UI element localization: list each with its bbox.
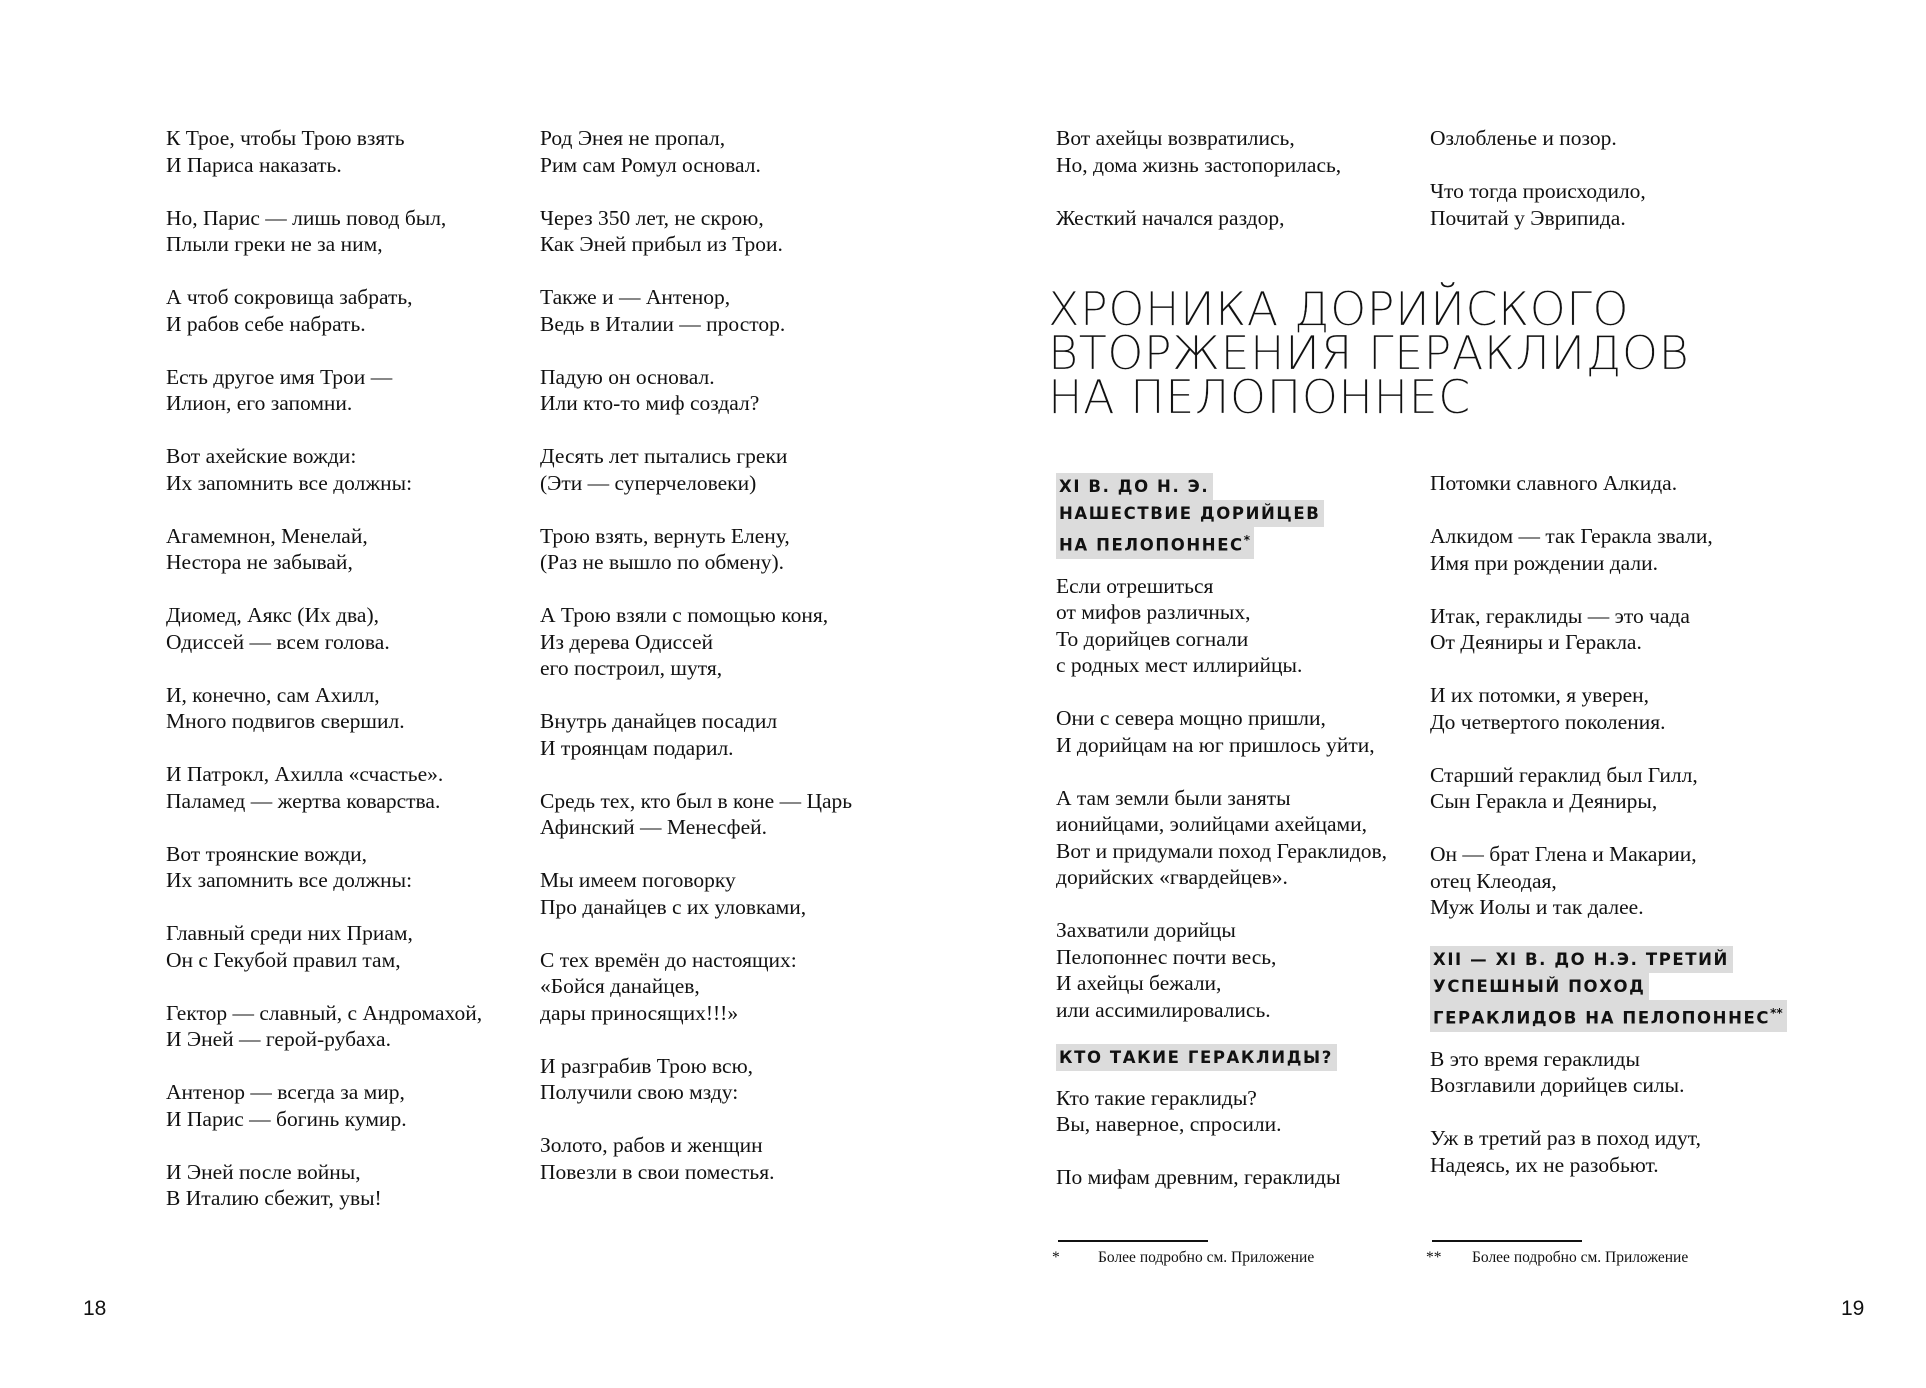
verse-line: От Деяниры и Геракла.: [1430, 630, 1642, 654]
left-page-column-2: [540, 125, 852, 1212]
verse-line: В Италию сбежит, увы!: [166, 1186, 382, 1210]
verse-line: Надеясь, их не разобьют.: [1430, 1152, 1659, 1177]
stanza: [1430, 470, 1787, 497]
footnote-text: Более подробно см. Приложение: [1098, 1249, 1315, 1266]
heading-line: ГЕРАКЛИДОВ НА ПЕЛОПОННЕС**: [1430, 1000, 1787, 1032]
verse-line: Илион, его запомни.: [166, 391, 353, 415]
verse-line: Они с севера мощно пришли,: [1056, 706, 1326, 730]
verse-line: И ахейцы бежали,: [1056, 971, 1222, 995]
chapter-title-line: ВТОРЖЕНИЯ ГЕРАКЛИДОВ: [1048, 326, 1690, 380]
verse-line: Вот ахейцы возвратились,: [1056, 126, 1295, 150]
chapter-title: [1048, 282, 1690, 424]
verse-line: дорийских «гвардейцев».: [1056, 865, 1288, 889]
heading-line: XII — XI В. ДО Н.Э. ТРЕТИЙ: [1430, 946, 1733, 973]
stanza: [540, 523, 852, 576]
verse-line: Имя при рождении дали.: [1430, 550, 1659, 575]
stanza: [1056, 1085, 1387, 1138]
stanza: [540, 1053, 852, 1106]
stanza: [1430, 125, 1646, 152]
verse-line: Средь тех, кто был в коне — Царь: [540, 788, 853, 813]
verse-line: Что тогда происходило,: [1430, 179, 1646, 203]
stanza: [166, 682, 482, 735]
verse-line: Как Эней прибыл из Трои.: [540, 232, 783, 256]
left-page-column-1: [166, 125, 482, 1238]
stanza: [1430, 603, 1787, 656]
verse-line: С тех времён до настоящих:: [540, 947, 797, 972]
verse-line: И дорийцам на юг пришлось уйти,: [1056, 732, 1375, 757]
verse-line: Озлобленье и позор.: [1430, 126, 1617, 150]
verse-line: Рим сам Ромул основал.: [540, 152, 761, 177]
stanza: [1430, 1046, 1787, 1099]
stanza: [166, 205, 482, 258]
verse-line: А Трою взяли с помощью коня,: [540, 603, 829, 627]
verse-line: Через 350 лет, не скрою,: [540, 205, 764, 230]
verse-line: Повезли в свои поместья.: [540, 1159, 775, 1184]
verse-line: Или кто-то миф создал?: [540, 391, 760, 415]
verse-line: По мифам древним, гераклиды: [1056, 1165, 1341, 1189]
stanza: [540, 443, 852, 496]
verse-line: То дорийцев согнали: [1056, 626, 1249, 651]
stanza: [1430, 523, 1787, 576]
verse-line: И рабов себе набрать.: [166, 311, 366, 336]
verse-line: И Патрокл, Ахилла «счастье».: [166, 762, 444, 786]
stanza: [166, 1079, 482, 1132]
verse-line: В это время гераклиды: [1430, 1046, 1640, 1071]
stanza: [1430, 1125, 1787, 1178]
verse-line: Десять лет пытались греки: [540, 444, 788, 468]
verse-line: И, конечно, сам Ахилл,: [166, 682, 380, 707]
footnote-text: Более подробно см. Приложение: [1472, 1249, 1689, 1266]
verse-line: Про данайцев с их уловками,: [540, 894, 807, 919]
stanza: [540, 125, 852, 178]
verse-line: Плыли греки не за ним,: [166, 232, 383, 256]
verse-line: (Раз не вышло по обмену).: [540, 550, 785, 574]
verse-line: Ведь в Италии — простор.: [540, 311, 786, 336]
footnote-mark: **: [1426, 1249, 1442, 1266]
heading-line: НАШЕСТВИЕ ДОРИЙЦЕВ: [1056, 500, 1324, 527]
verse-line: от мифов различных,: [1056, 600, 1251, 624]
verse-line: Возглавили дорийцев силы.: [1430, 1073, 1685, 1097]
stanza: [166, 761, 482, 814]
stanza: [166, 602, 482, 655]
verse-line: Муж Иолы и так далее.: [1430, 895, 1644, 919]
verse-line: с родных мест иллирийцы.: [1056, 653, 1303, 677]
stanza: [1430, 682, 1787, 735]
verse-line: Антенор — всегда за мир,: [166, 1080, 405, 1104]
heading-line: УСПЕШНЫЙ ПОХОД: [1430, 973, 1649, 1000]
verse-line: И их потомки, я уверен,: [1430, 683, 1650, 707]
page-number-left: 18: [83, 1297, 107, 1320]
section-body-who-are-heraclids: [1056, 1085, 1387, 1191]
stanza: [540, 708, 852, 761]
verse-line: Трою взять, вернуть Елену,: [540, 523, 790, 548]
verse-line: Кто такие гераклиды?: [1056, 1085, 1257, 1110]
stanza: [166, 125, 482, 178]
verse-line: «Бойся данайцев,: [540, 974, 700, 998]
stanza: [1056, 785, 1387, 891]
verse-line: Но, дома жизнь застопорилась,: [1056, 152, 1342, 177]
verse-line: Род Энея не пропал,: [540, 126, 726, 150]
verse-line: Их запомнить все должны:: [166, 868, 413, 892]
stanza: [540, 788, 852, 841]
chapter-title-line: ХРОНИКА ДОРИЙСКОГО: [1048, 282, 1630, 336]
section-heading-who-are-heraclids: [1056, 1044, 1387, 1071]
verse-line: Он — брат Глена и Макарии,: [1430, 842, 1697, 866]
stanza: [1430, 841, 1787, 921]
verse-line: или ассимилировались.: [1056, 997, 1271, 1022]
stanza: [166, 523, 482, 576]
verse-line: Итак, гераклиды — это чада: [1430, 603, 1690, 628]
verse-line: ионийцами, эолийцами ахейцами,: [1056, 812, 1367, 836]
verse-line: И троянцам подарил.: [540, 735, 734, 760]
verse-line: Из дерева Одиссей: [540, 629, 714, 654]
verse-line: Уж в третий раз в поход идут,: [1430, 1126, 1701, 1150]
verse-line: Внутрь данайцев посадил: [540, 709, 778, 733]
stanza: [540, 364, 852, 417]
right-page-top-left-column: [1056, 125, 1341, 258]
verse-line: дары приносящих!!!»: [540, 1000, 739, 1025]
verse-line: Нестора не забывай,: [166, 550, 353, 574]
verse-line: Одиссей — всем голова.: [166, 629, 390, 654]
stanza: [166, 364, 482, 417]
verse-line: Вы, наверное, спросили.: [1056, 1112, 1282, 1136]
verse-line: Главный среди них Приам,: [166, 921, 413, 945]
stanza: [540, 867, 852, 920]
verse-line: Если отрешиться: [1056, 573, 1214, 598]
stanza: [166, 1159, 482, 1212]
verse-line: Старший гераклид был Гилл,: [1430, 762, 1698, 787]
stanza: [166, 920, 482, 973]
verse-line: Он с Гекубой правил там,: [166, 947, 401, 972]
verse-line: Получили свою мзду:: [540, 1080, 739, 1104]
verse-line: Также и — Антенор,: [540, 285, 731, 309]
verse-line: Есть другое имя Трои —: [166, 364, 393, 389]
verse-line: его построил, шутя,: [540, 656, 723, 680]
page-number-right: 19: [1841, 1297, 1865, 1320]
section-heading-third-campaign: [1430, 946, 1787, 1032]
verse-line: Золото, рабов и женщин: [540, 1133, 763, 1157]
stanza: [166, 841, 482, 894]
verse-line: Паламед — жертва коварства.: [166, 788, 441, 813]
stanza: [540, 947, 852, 1027]
verse-line: (Эти — суперчеловеки): [540, 470, 757, 495]
verse-line: Жесткий начался раздор,: [1056, 205, 1285, 230]
verse-line: И Эней после войны,: [166, 1159, 361, 1184]
section-body-dorian-invasion: [1056, 573, 1387, 1024]
stanza: [540, 205, 852, 258]
section-heading-dorian-invasion: [1056, 473, 1387, 559]
footnote-rule: [1058, 1240, 1208, 1242]
verse-line: Вот и придумали поход Гераклидов,: [1056, 838, 1388, 863]
verse-line: И Парис — богинь кумир.: [166, 1106, 407, 1131]
verse-line: Почитай у Эврипида.: [1430, 205, 1626, 230]
verse-line: Агамемнон, Менелай,: [166, 523, 368, 548]
right-page-lower-right-column: [1430, 470, 1787, 1205]
heraclids-continued: [1430, 470, 1787, 921]
stanza: [1430, 178, 1646, 231]
verse-line: Алкидом — так Геракла звали,: [1430, 524, 1713, 548]
verse-line: Пелопоннес почти весь,: [1056, 944, 1277, 969]
chapter-title-line: НА ПЕЛОПОННЕС: [1048, 370, 1471, 424]
verse-line: И Эней — герой-рубаха.: [166, 1027, 391, 1051]
verse-line: Мы имеем поговорку: [540, 868, 736, 892]
stanza: [1056, 573, 1387, 679]
stanza: [1056, 917, 1387, 1023]
stanza: [1056, 705, 1387, 758]
verse-line: Много подвигов свершил.: [166, 709, 405, 733]
verse-line: До четвертого поколения.: [1430, 709, 1666, 734]
verse-line: отец Клеодая,: [1430, 868, 1557, 893]
heading-line: НА ПЕЛОПОННЕС*: [1056, 527, 1254, 559]
stanza: [1056, 1164, 1387, 1191]
stanza: [540, 602, 852, 682]
verse-line: А там земли были заняты: [1056, 785, 1291, 810]
stanza: [166, 443, 482, 496]
right-page-lower-left-column: [1056, 473, 1387, 1217]
footnote-rule: [1432, 1240, 1582, 1242]
verse-line: Сын Геракла и Деяниры,: [1430, 789, 1658, 813]
footnote-ref: *: [1243, 533, 1251, 547]
heading-line: КТО ТАКИЕ ГЕРАКЛИДЫ?: [1056, 1044, 1337, 1071]
stanza: [540, 284, 852, 337]
verse-line: Их запомнить все должны:: [166, 470, 413, 495]
stanza: [1056, 125, 1341, 178]
verse-line: Падую он основал.: [540, 364, 715, 389]
section-body-third-campaign: [1430, 1046, 1787, 1179]
verse-line: Вот ахейские вожди:: [166, 444, 357, 468]
verse-line: Потомки славного Алкида.: [1430, 471, 1678, 495]
verse-line: Захватили дорийцы: [1056, 918, 1236, 942]
verse-line: Вот троянские вожди,: [166, 841, 368, 866]
footnote-mark: *: [1052, 1249, 1060, 1266]
stanza: [166, 1000, 482, 1053]
verse-line: Афинский — Менесфей.: [540, 815, 768, 839]
right-page-top-right-column: [1430, 125, 1646, 258]
verse-line: Диомед, Аякс (Их два),: [166, 603, 380, 627]
verse-line: Гектор — славный, с Андромахой,: [166, 1000, 483, 1025]
stanza: [166, 284, 482, 337]
verse-line: И разграбив Трою всю,: [540, 1053, 754, 1078]
stanza: [1430, 762, 1787, 815]
verse-line: А чтоб сокровища забрать,: [166, 285, 413, 309]
stanza: [1056, 205, 1341, 232]
verse-line: К Трое, чтобы Трою взять: [166, 126, 405, 150]
verse-line: И Париса наказать.: [166, 152, 342, 177]
footnote-ref: **: [1770, 1006, 1783, 1020]
stanza: [540, 1132, 852, 1185]
verse-line: Но, Парис — лишь повод был,: [166, 205, 447, 230]
heading-line: XI В. ДО Н. Э.: [1056, 473, 1213, 500]
